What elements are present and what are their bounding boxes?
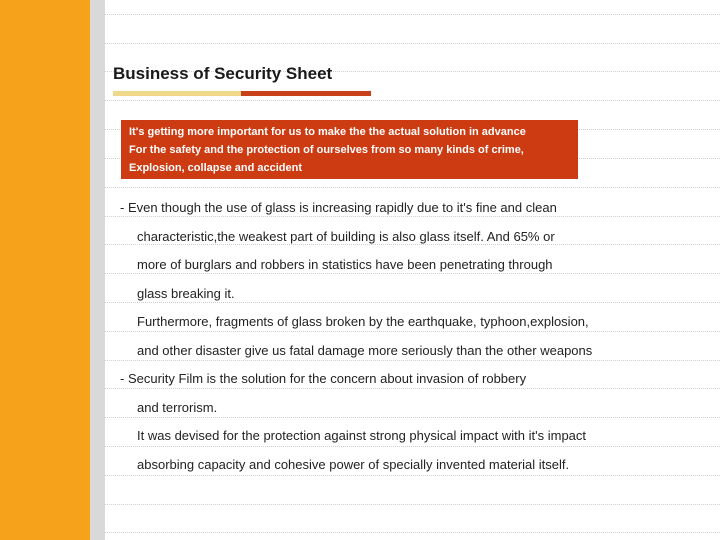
title-underline-red [241, 91, 371, 96]
body-line: absorbing capacity and cohesive power of specially invented material itself. [137, 457, 570, 472]
dotted-rule [105, 475, 720, 476]
callout-line: Explosion, collapse and accident [129, 162, 302, 174]
body-line: - Security Film is the solution for the concern about invasion of robbery [120, 371, 527, 386]
dotted-rule [105, 532, 720, 533]
body-line: and other disaster give us fatal damage more seriously than the other weapons [137, 343, 593, 358]
body-line: characteristic,the weakest part of building is also glass itself. And 65% or [137, 229, 555, 244]
orange-side-band [0, 0, 90, 540]
body-line: and terrorism. [137, 400, 218, 415]
dotted-rule [105, 273, 720, 274]
body-line: - Even though the use of glass is increasing rapidly due to it's fine and clean [120, 200, 557, 215]
callout-line: It's getting more important for us to make the the actual solution in advance [129, 126, 526, 138]
body-line: more of burglars and robbers in statistics have been penetrating through [137, 257, 553, 272]
dotted-rule [105, 331, 720, 332]
callout-line: For the safety and the protection of ourselves from so many kinds of crime, [129, 144, 524, 156]
dotted-rule [105, 216, 720, 217]
dotted-rule [105, 417, 720, 418]
body-line: It was devised for the protection against strong physical impact with it's impact [137, 428, 587, 443]
dotted-rule [105, 187, 720, 188]
dotted-rule [105, 360, 720, 361]
dotted-rule [105, 504, 720, 505]
dotted-rule [105, 100, 720, 101]
callout-box [121, 120, 578, 179]
dotted-rule [105, 446, 720, 447]
body-line: Furthermore, fragments of glass broken by the earthquake, typhoon,explosion, [137, 314, 589, 329]
dotted-rule [105, 43, 720, 44]
gray-side-band [90, 0, 105, 540]
dotted-rule [105, 302, 720, 303]
body-line: glass breaking it. [137, 286, 235, 301]
dotted-rule [105, 388, 720, 389]
dotted-rule [105, 14, 720, 15]
slide-title: Business of Security Sheet [113, 64, 333, 83]
title-underline-yellow [113, 91, 241, 96]
